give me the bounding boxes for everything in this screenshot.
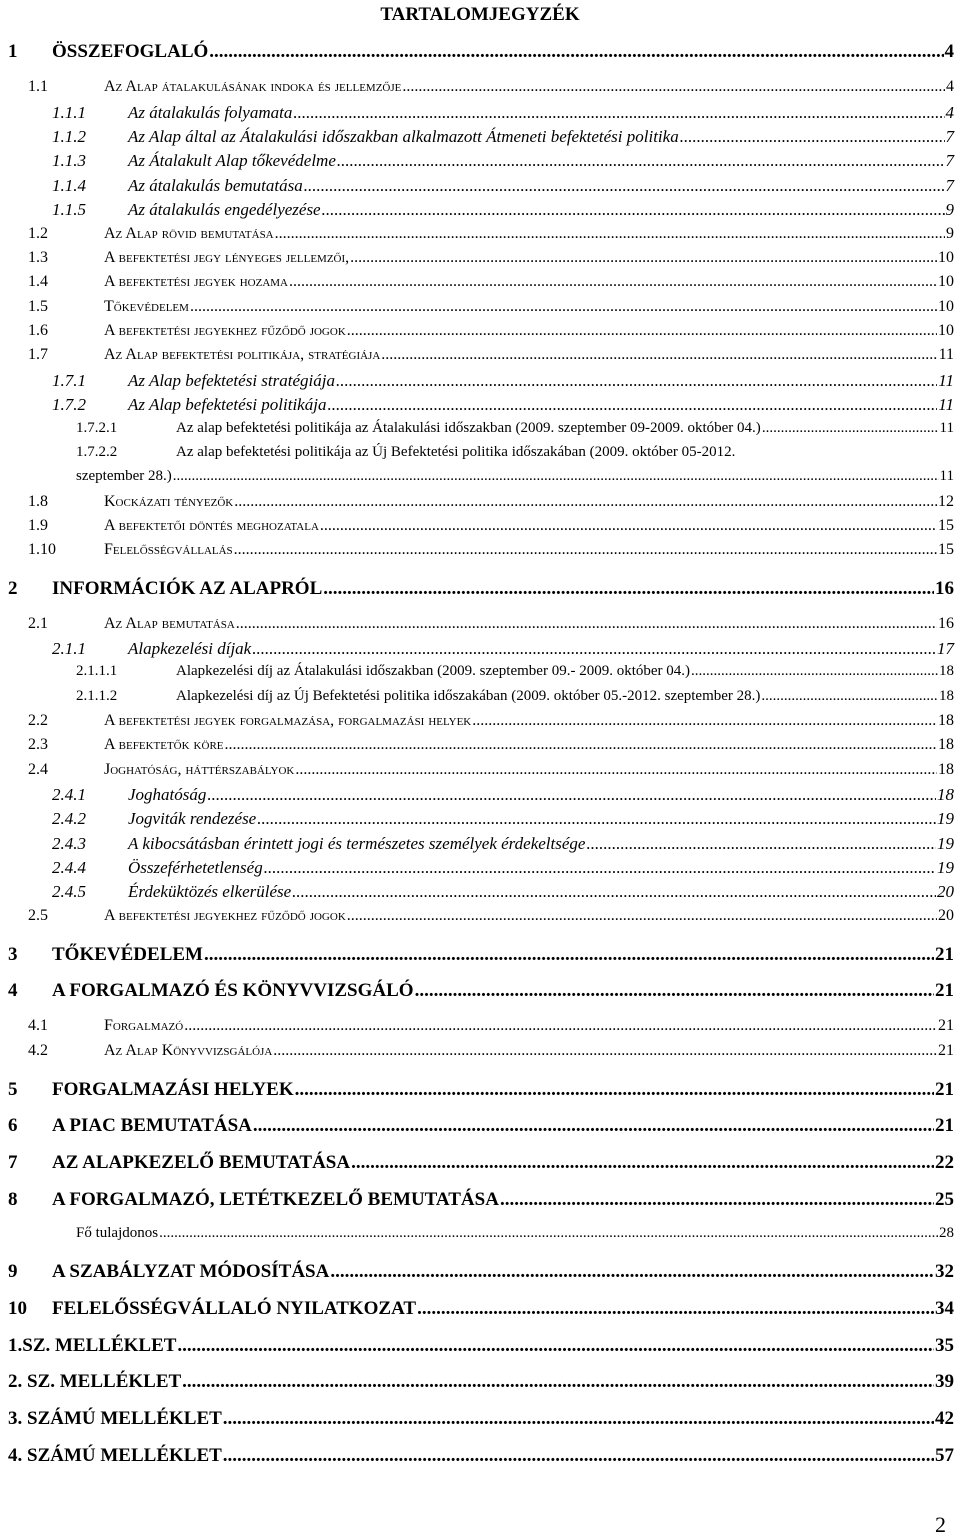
toc-entry-title: Az Alap befektetési politikája	[128, 395, 327, 414]
toc-entry-title: Fő tulajdonos	[76, 1225, 159, 1241]
toc-entry-number: 2.4.2	[52, 809, 86, 828]
toc-entry-number: 1.7	[28, 346, 48, 363]
toc-title: TARTALOMJEGYZÉK	[380, 4, 580, 25]
toc-entry[interactable]	[0, 322, 960, 346]
toc-entry-number: 1.5	[28, 298, 48, 315]
toc-dot-leader	[225, 736, 938, 754]
toc-entry-number: 2.4.1	[52, 785, 86, 804]
toc-entry[interactable]	[0, 346, 960, 370]
toc-entry[interactable]	[0, 151, 960, 175]
toc-entry-number: 3	[8, 944, 18, 965]
toc-entry[interactable]	[0, 761, 960, 785]
toc-entry-title: Az átalakulás bemutatása	[128, 176, 303, 195]
toc-entry-page: 9	[946, 225, 954, 242]
toc-entry-title: A kibocsátásban érintett jogi és természetes személyek érdekeltsége	[128, 834, 586, 853]
toc-entry-page: 28	[939, 1225, 954, 1241]
toc-entry-number: 2.1.1.1	[76, 663, 118, 679]
toc-entry-page: 16	[935, 578, 954, 599]
toc-entry[interactable]	[0, 1017, 960, 1041]
toc-entry-page: 20	[937, 882, 954, 901]
toc-dot-leader	[500, 1189, 934, 1211]
toc-entry-page: 21	[938, 1042, 954, 1059]
toc-entry[interactable]	[0, 858, 960, 882]
toc-entry-title: Az Alap Könyvvizsgálója	[104, 1042, 273, 1059]
toc-dot-leader	[680, 127, 945, 147]
toc-entry-number: 1.4	[28, 273, 48, 290]
toc-entry-number: 5	[8, 1079, 18, 1100]
toc-entry-title: Érdeküktözés elkerülése	[128, 882, 292, 901]
toc-entry-number: 1.1.5	[52, 200, 86, 219]
toc-entry-title: 4. SZÁMÚ MELLÉKLET	[8, 1445, 222, 1466]
toc-dot-leader	[190, 298, 937, 316]
toc-entry[interactable]	[0, 615, 960, 639]
toc-entry-page: 21	[935, 980, 954, 1001]
toc-entry-page: 18	[939, 688, 954, 704]
toc-entry-number: 9	[8, 1261, 18, 1282]
toc-entry-page: 57	[935, 1445, 954, 1466]
toc-entry-number: 2.4	[28, 761, 48, 778]
toc-entry-page: 39	[935, 1371, 954, 1392]
toc-dot-leader	[182, 1371, 934, 1393]
toc-entry[interactable]	[0, 980, 960, 1004]
toc-dot-leader	[234, 541, 937, 559]
toc-entry-page: 19	[937, 834, 954, 853]
toc-entry-number: 2.4.4	[52, 858, 86, 877]
toc-entry-title: A befektetési jegyekhez fűződő jogok	[104, 322, 346, 339]
toc-dot-leader	[292, 882, 936, 902]
toc-entry-page: 10	[938, 249, 954, 266]
toc-entry-title: Az átalakulás folyamata	[128, 103, 293, 122]
toc-entry-title: Tőkevédelem	[104, 298, 189, 315]
toc-entry[interactable]	[0, 712, 960, 736]
toc-entry-title: Alapkezelési díj az Új Befektetési politika időszakában (2009. október 05.-2012. szeptember 28.)	[176, 688, 761, 704]
toc-entry-number: 2.4.5	[52, 882, 86, 901]
toc-entry[interactable]	[0, 1335, 960, 1359]
toc-entry-number: 2.4.3	[52, 834, 86, 853]
toc-entry-title: 3. SZÁMÚ MELLÉKLET	[8, 1408, 222, 1429]
toc-entry-number: 1.1.1	[52, 103, 86, 122]
toc-entry[interactable]	[0, 273, 960, 297]
toc-entry-page: 4	[944, 41, 954, 62]
toc-entry-title: Joghatóság	[128, 785, 207, 804]
toc-entry[interactable]	[0, 41, 960, 65]
toc-entry-page: 11	[938, 371, 954, 390]
toc-entry-number: 2.5	[28, 907, 48, 924]
toc-entry-page: 10	[938, 298, 954, 315]
toc-entry[interactable]	[0, 493, 960, 517]
toc-entry-title: A befektetési jegyek forgalmazása, forgalmazási helyek	[104, 712, 472, 729]
toc-entry[interactable]	[0, 176, 960, 200]
toc-dot-leader	[323, 578, 934, 600]
toc-entry-page: 35	[935, 1335, 954, 1356]
toc-entry-title: A befektetői döntés meghozatala	[104, 517, 319, 534]
toc-entry-page: 25	[935, 1189, 954, 1210]
toc-dot-leader	[350, 249, 937, 267]
toc-entry-page: 9	[945, 200, 954, 219]
toc-entry-page: 22	[935, 1152, 954, 1173]
toc-entry-number: 4.1	[28, 1017, 48, 1034]
toc-entry-page: 4	[945, 103, 954, 122]
toc-dot-leader	[184, 1017, 937, 1035]
toc-entry[interactable]	[0, 1115, 960, 1139]
toc-entry[interactable]	[0, 468, 960, 492]
toc-entry-title: Az alap befektetési politikája az Új Befektetési politika időszakában (2009. október 05-2012.	[176, 444, 736, 460]
toc-entry-page: 7	[945, 151, 954, 170]
toc-entry-number: 4	[8, 980, 18, 1001]
toc-entry-number: 7	[8, 1152, 18, 1173]
toc-dot-leader	[234, 493, 937, 511]
toc-entry[interactable]	[0, 78, 960, 102]
toc-entry[interactable]	[0, 444, 960, 468]
toc-entry-number: 1.2	[28, 225, 48, 242]
toc-entry-page: 11	[938, 346, 954, 363]
toc-dot-leader	[415, 980, 934, 1002]
toc-entry[interactable]	[0, 1079, 960, 1103]
toc-dot-leader	[223, 1445, 934, 1467]
toc-entry[interactable]	[0, 736, 960, 760]
toc-entry-number: 2.1.1	[52, 639, 86, 658]
toc-entry-number: 8	[8, 1189, 18, 1210]
toc-entry-page: 21	[938, 1017, 954, 1034]
toc-entry-title: Az Alap által az Átalakulási időszakban alkalmazott Átmeneti befektetési politika	[128, 127, 679, 146]
toc-entry-page: 4	[946, 78, 954, 95]
toc-entry-title: A SZABÁLYZAT MÓDOSÍTÁSA	[52, 1261, 330, 1282]
toc-entry-page: 11	[938, 395, 954, 414]
toc-entry-number: 2.3	[28, 736, 48, 753]
toc-entry-number: 2.1.1.2	[76, 688, 118, 704]
toc-entry-title: Az Alap rövid bemutatása	[104, 225, 274, 242]
toc-entry[interactable]	[0, 371, 960, 395]
toc-dot-leader	[236, 615, 937, 633]
toc-entry-page: 34	[935, 1298, 954, 1319]
toc-entry[interactable]	[0, 1408, 960, 1432]
toc-entry[interactable]	[0, 225, 960, 249]
toc-entry-title: Az Alap befektetési stratégiája	[128, 371, 335, 390]
toc-entry[interactable]	[0, 249, 960, 273]
toc-entry-number: 2.1	[28, 615, 48, 632]
toc-dot-leader	[586, 834, 936, 854]
toc-entry[interactable]	[0, 517, 960, 541]
toc-entry-number: 6	[8, 1115, 18, 1136]
toc-entry[interactable]	[0, 1225, 960, 1249]
toc-dot-leader	[209, 41, 943, 63]
toc-dot-leader	[207, 785, 936, 805]
toc-entry-page: 16	[938, 615, 954, 632]
toc-dot-leader	[351, 1152, 934, 1174]
toc-entry[interactable]	[0, 1189, 960, 1213]
toc-entry-title: Kockázati tényezők	[104, 493, 234, 510]
toc-dot-leader	[177, 1335, 934, 1357]
toc-dot-leader	[336, 371, 937, 391]
toc-entry-page: 10	[938, 273, 954, 290]
toc-entry-title: szeptember 28.)	[76, 468, 172, 484]
toc-dot-leader	[223, 1408, 934, 1430]
toc-entry-page: 12	[938, 493, 954, 510]
toc-entry-number: 1.3	[28, 249, 48, 266]
toc-dot-leader	[320, 517, 937, 535]
toc-entry-title: Az Átalakult Alap tőkevédelme	[128, 151, 336, 170]
toc-entry[interactable]	[0, 127, 960, 151]
toc-entry[interactable]	[0, 541, 960, 565]
toc-entry[interactable]	[0, 809, 960, 833]
toc-entry-title: Alapkezelési díjak	[128, 639, 252, 658]
toc-entry[interactable]	[0, 395, 960, 419]
toc-dot-leader	[472, 712, 937, 730]
toc-dot-leader	[295, 1079, 934, 1101]
toc-entry-number: 1.1.2	[52, 127, 86, 146]
toc-entry[interactable]	[0, 688, 960, 712]
toc-dot-leader	[304, 176, 945, 196]
toc-entry-number: 4.2	[28, 1042, 48, 1059]
toc-entry-number: 1.7.2.1	[76, 420, 118, 436]
toc-entry-title: ÖSSZEFOGLALÓ	[52, 41, 209, 62]
toc-entry-number: 1	[8, 41, 18, 62]
toc-entry-title: A befektetési jegyekhez fűződő jogok	[104, 907, 346, 924]
toc-entry-page: 21	[935, 1079, 954, 1100]
toc-entry-title: INFORMÁCIÓK AZ ALAPRÓL	[52, 578, 323, 599]
toc-entry-page: 42	[935, 1408, 954, 1429]
toc-entry-title: A befektetési jegyek hozama	[104, 273, 288, 290]
toc-entry-title: Jogviták rendezése	[128, 809, 257, 828]
toc-entry[interactable]	[0, 1042, 960, 1066]
toc-entry-title: Az átalakulás engedélyezése	[128, 200, 321, 219]
toc-dot-leader	[257, 809, 936, 829]
toc-entry-page: 11	[939, 420, 954, 436]
toc-entry-page: 21	[935, 944, 954, 965]
toc-entry-page: 19	[937, 809, 954, 828]
toc-entry[interactable]	[0, 1298, 960, 1322]
toc-dot-leader	[293, 103, 944, 123]
toc-entry-page: 18	[938, 736, 954, 753]
toc-entry-page: 18	[938, 761, 954, 778]
toc-dot-leader	[761, 688, 938, 705]
toc-entry[interactable]	[0, 639, 960, 663]
toc-dot-leader	[322, 200, 945, 220]
toc-entry-title: A FORGALMAZÓ, LETÉTKEZELŐ BEMUTATÁSA	[52, 1189, 499, 1210]
toc-entry-title: Az alap befektetési politikája az Átalakulási időszakban (2009. szeptember 09-2009. október 04.)	[176, 420, 761, 436]
toc-entry[interactable]	[0, 882, 960, 906]
toc-entry-number: 1.10	[28, 541, 56, 558]
toc-entry-page: 15	[938, 541, 954, 558]
toc-entry-title: TŐKEVÉDELEM	[52, 944, 203, 965]
toc-entry-number: 1.8	[28, 493, 48, 510]
toc-entry-number: 1.1.4	[52, 176, 86, 195]
toc-dot-leader	[252, 639, 936, 659]
toc-entry-title: A PIAC BEMUTATÁSA	[52, 1115, 252, 1136]
toc-entry-title: Az Alap befektetési politikája, stratégiája	[104, 346, 381, 363]
toc-dot-leader	[347, 907, 937, 925]
toc-entry-title: FORGALMAZÁSI HELYEK	[52, 1079, 294, 1100]
toc-entry-title: Az Alap bemutatása	[104, 615, 235, 632]
toc-entry[interactable]	[0, 1371, 960, 1395]
toc-entry-number: 2	[8, 578, 18, 599]
toc-entry-number: 1.7.2	[52, 395, 86, 414]
toc-entry-number: 2.2	[28, 712, 48, 729]
toc-entry-number: 1.6	[28, 322, 48, 339]
toc-entry[interactable]	[0, 834, 960, 858]
toc-entry-title: FELELŐSSÉGVÁLLALÓ NYILATKOZAT	[52, 1298, 417, 1319]
toc-dot-leader	[159, 1225, 938, 1242]
toc-dot-leader	[417, 1298, 934, 1320]
toc-dot-leader	[762, 420, 939, 437]
toc-entry-title: 1.SZ. MELLÉKLET	[8, 1335, 177, 1356]
toc-entry-page: 7	[945, 127, 954, 146]
toc-entry-page: 7	[945, 176, 954, 195]
toc-entry-number: 1.1.3	[52, 151, 86, 170]
toc-dot-leader	[381, 346, 937, 364]
toc-dot-leader	[327, 395, 937, 415]
toc-dot-leader	[330, 1261, 934, 1283]
toc-entry-title: AZ ALAPKEZELŐ BEMUTATÁSA	[52, 1152, 351, 1173]
toc-entry[interactable]	[0, 200, 960, 224]
toc-entry-page: 10	[938, 322, 954, 339]
toc-entry[interactable]	[0, 1261, 960, 1285]
toc-entry[interactable]	[0, 1445, 960, 1469]
toc-entry[interactable]	[0, 298, 960, 322]
toc-entry-title: Az Alap átalakulásának indoka és jellemzője	[104, 78, 402, 95]
toc-entry-page: 21	[935, 1115, 954, 1136]
toc-entry-number: 1.7.2.2	[76, 444, 118, 460]
toc-dot-leader	[402, 78, 945, 96]
toc-entry[interactable]	[0, 578, 960, 602]
toc-entry-number: 1.1	[28, 78, 48, 95]
toc-entry[interactable]	[0, 907, 960, 931]
toc-entry-page: 32	[935, 1261, 954, 1282]
toc-entry[interactable]	[0, 103, 960, 127]
toc-entry-page: 17	[937, 639, 954, 658]
toc-entry[interactable]	[0, 1152, 960, 1176]
toc-entry-number: 1.7.1	[52, 371, 86, 390]
toc-entry[interactable]	[0, 663, 960, 687]
toc-entry-page: 18	[937, 785, 954, 804]
toc-entry-page: 11	[939, 468, 954, 484]
toc-entry-title: Alapkezelési díj az Átalakulási időszakban (2009. szeptember 09.- 2009. október 04.)	[176, 663, 691, 679]
toc-entry[interactable]	[0, 420, 960, 444]
toc-entry[interactable]	[0, 785, 960, 809]
toc-entry-title: Forgalmazó	[104, 1017, 184, 1034]
toc-entry-page: 15	[938, 517, 954, 534]
toc-entry-page: 20	[938, 907, 954, 924]
toc-entry-title: Joghatóság, háttérszabályok	[104, 761, 295, 778]
toc-entry-page: 18	[938, 712, 954, 729]
toc-entry-title: A befektetők köre	[104, 736, 224, 753]
toc-dot-leader	[295, 761, 937, 779]
toc-dot-leader	[173, 468, 939, 485]
toc-dot-leader	[289, 273, 937, 291]
toc-entry-title: Összeférhetetlenség	[128, 858, 263, 877]
toc-entry-number: 10	[8, 1298, 27, 1319]
toc-dot-leader	[273, 1042, 937, 1060]
toc-entry-title: A FORGALMAZÓ ÉS KÖNYVVIZSGÁLÓ	[52, 980, 414, 1001]
toc-dot-leader	[347, 322, 937, 340]
toc-entry-title: Felelősségvállalás	[104, 541, 233, 558]
toc-entry-number: 1.9	[28, 517, 48, 534]
toc-entry-page: 18	[939, 663, 954, 679]
toc-entry-title: 2. SZ. MELLÉKLET	[8, 1371, 182, 1392]
toc-dot-leader	[691, 663, 938, 680]
page-number: 2	[935, 1512, 946, 1537]
toc-dot-leader	[253, 1115, 934, 1137]
toc-dot-leader	[264, 858, 936, 878]
toc-entry[interactable]	[0, 944, 960, 968]
toc-dot-leader	[275, 225, 945, 243]
toc-dot-leader	[204, 944, 934, 966]
toc-entry-title: A befektetési jegy lényeges jellemzői,	[104, 249, 350, 266]
toc-entry-page: 19	[937, 858, 954, 877]
toc-dot-leader	[337, 151, 945, 171]
